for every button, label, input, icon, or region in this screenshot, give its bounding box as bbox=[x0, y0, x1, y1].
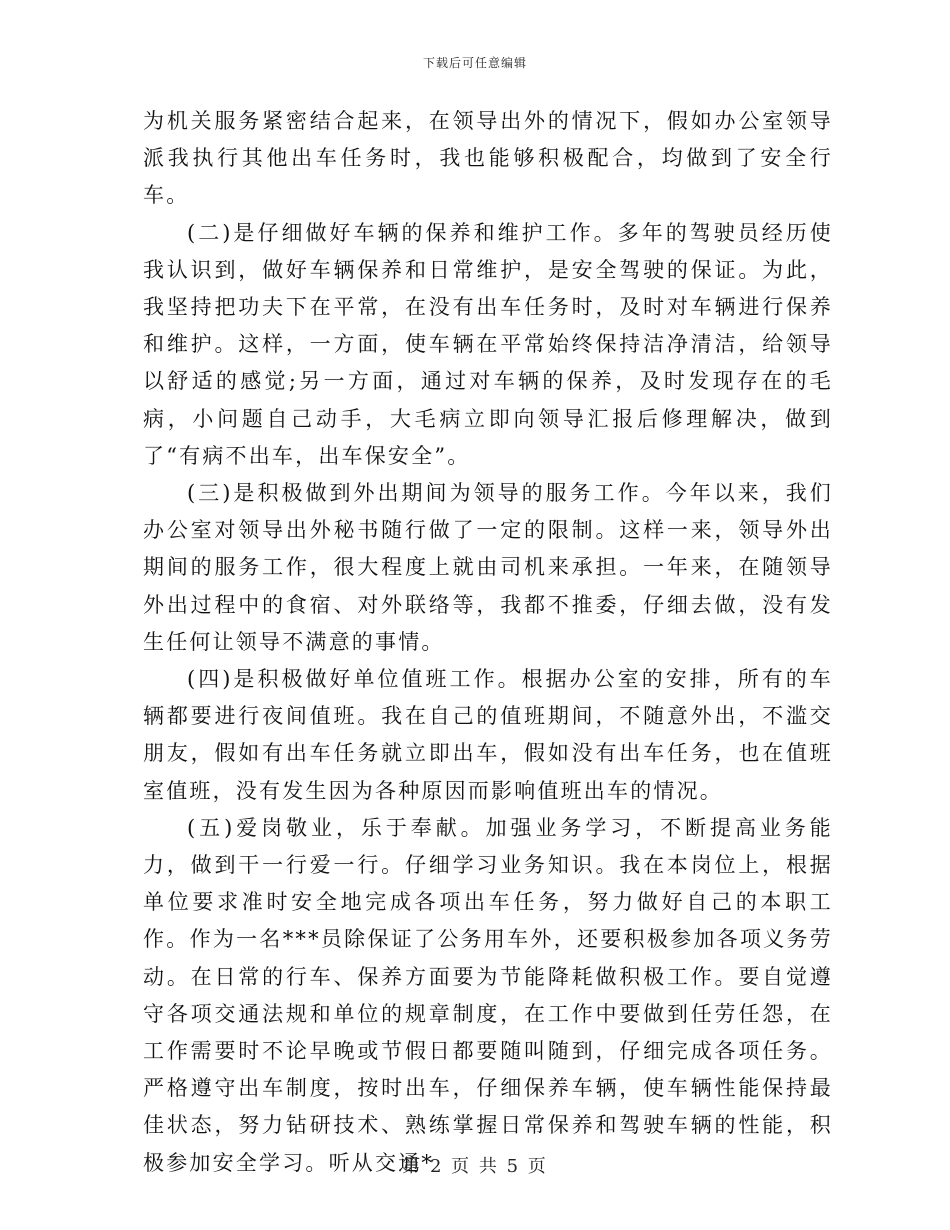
document-body bbox=[143, 103, 833, 1182]
page-number-footer: 第 2 页 共 5 页 bbox=[402, 1156, 548, 1177]
page-header: 下载后可任意编辑 bbox=[422, 56, 527, 70]
paragraph-5: (五)爱岗敬业，乐于奉献。加强业务学习，不断提高业务能力，做到干一行爱一行。仔细学习业务知识。我在本岗位上，根据单位要求准时安全地完成各项出车任务，努力做好自己的本职工作。作为一名***员除保证了公务用车外，还要积极参加各项义务劳动。在日常的行车、保养方面要为节能降耗做积极工作。要自觉遵守各项交通法规和单位的规章制度，在工作中要做到任劳任怨，在工作需要时不论早晚或节假日都要随叫随到，仔细完成各项任务。严格遵守出车制度，按时出车，仔细保养车辆，使车辆性能保持最佳状态，努力钻研技术、熟练掌握日常保养和驾驶车辆的性能，积极参加安全学习。听从交通* bbox=[143, 815, 833, 1175]
paragraph-4: (四)是积极做好单位值班工作。根据办公室的安排，所有的车辆都要进行夜间值班。我在自己的值班期间，不随意外出，不滥交朋友，假如有出车任务就立即出车，假如没有出车任务，也在值班室值班，没有发生因为各种原因而影响值班出车的情况。 bbox=[143, 667, 833, 803]
paragraph-1: 为机关服务紧密结合起来，在领导出外的情况下，假如办公室领导派我执行其他出车任务时，我也能够积极配合，均做到了安全行车。 bbox=[143, 109, 833, 208]
paragraph-3: (三)是积极做到外出期间为领导的服务工作。今年以来，我们办公室对领导出外秘书随行做了一定的限制。这样一来，领导外出期间的服务工作，很大程度上就由司机来承担。一年来，在随领导外出过程中的食宿、对外联络等，我都不推委，仔细去做，没有发生任何让领导不满意的事情。 bbox=[143, 481, 833, 654]
paragraph-2: (二)是仔细做好车辆的保养和维护工作。多年的驾驶员经历使我认识到，做好车辆保养和日常维护，是安全驾驶的保证。为此，我坚持把功夫下在平常，在没有出车任务时，及时对车辆进行保养和维护。这样，一方面，使车辆在平常始终保持洁净清洁，给领导以舒适的感觉;另一方面，通过对车辆的保养，及时发现存在的毛病，小问题自己动手，大毛病立即向领导汇报后修理解决，做到了“有病不出车，出车保安全”。 bbox=[143, 220, 833, 468]
